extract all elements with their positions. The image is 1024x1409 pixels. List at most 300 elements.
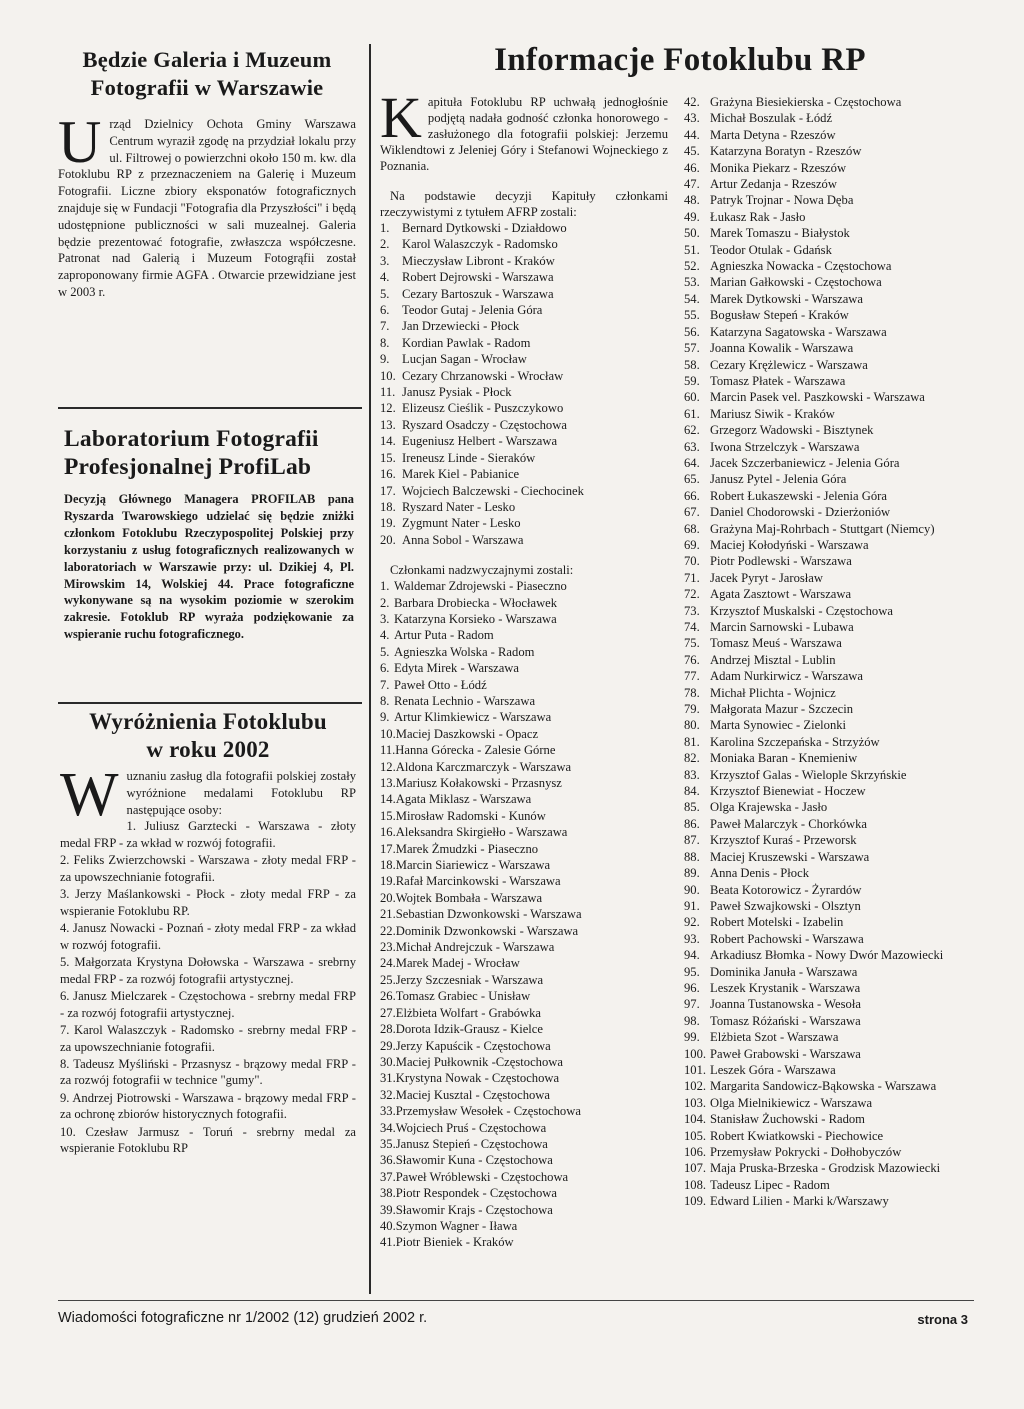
- member-name: Jerzy Kapuścik - Częstochowa: [395, 1038, 551, 1053]
- member-number: 4.: [380, 628, 390, 643]
- member-name: Karolina Szczepańska - Strzyżów: [710, 734, 880, 749]
- member-number: 101.: [684, 1062, 707, 1077]
- member-item: [684, 192, 974, 208]
- member-number: 6.: [380, 661, 390, 676]
- member-number: 10.: [380, 726, 396, 741]
- member-item: [380, 644, 668, 660]
- member-number: 29.: [380, 1038, 396, 1053]
- article-text: rząd Dzielnicy Ochota Gminy Warszawa Centrum wyraził zgodę na przydział lokalu przy ul. Filtrowej o powierzchni około 150 m. kw. dla Fotoklubu RP z przeznaczeniem na Galerię i Muzeum Fotografii. Liczne zbiory eksponatów fotograficznych znajduje się w Fundacji "Fotografia dla Przyszłości" i będą udostępnione publiczności w sali muzealnej. Galeria będzie prezentować fotografie, zwłaszcza współczesne. Patronat nad Galerią i Muzeum Fotogrąfii został zaproponowany firmie AGFA . Otwarcie przewidziane jest w 2003 r.: [58, 117, 356, 299]
- member-name: Elizeusz Cieślik - Puszczykowo: [402, 401, 564, 416]
- member-item: [684, 1062, 974, 1078]
- member-name: Artur Zedanja - Rzeszów: [710, 177, 837, 192]
- member-name: Iwona Strzelczyk - Warszawa: [710, 439, 860, 454]
- member-item: [684, 471, 974, 487]
- member-item: [684, 143, 974, 159]
- member-name: Paweł Wróblewski - Częstochowa: [395, 1169, 569, 1184]
- member-item: [380, 824, 668, 840]
- member-number: 96.: [684, 980, 700, 995]
- member-number: 94.: [684, 948, 700, 963]
- member-item: [380, 253, 668, 269]
- member-item: [684, 307, 974, 323]
- member-item: [684, 176, 974, 192]
- member-number: 79.: [684, 702, 700, 717]
- member-item: [380, 873, 668, 889]
- member-number: 25.: [380, 972, 396, 987]
- member-item: [380, 611, 668, 627]
- member-name: Michał Andrejczuk - Warszawa: [395, 940, 555, 955]
- member-name: Agnieszka Wolska - Radom: [394, 644, 535, 659]
- member-number: 57.: [684, 341, 700, 356]
- member-name: Cezary Bartoszuk - Warszawa: [402, 286, 554, 301]
- member-number: 13.: [380, 776, 396, 790]
- member-number: 31.: [380, 1071, 396, 1086]
- member-name: Krzysztof Muskalski - Częstochowa: [710, 603, 893, 618]
- member-number: 37.: [380, 1169, 396, 1184]
- member-item: [684, 521, 974, 537]
- member-number: 11.: [380, 385, 396, 400]
- member-item: [380, 906, 668, 922]
- member-name: Teodor Otulak - Gdańsk: [710, 242, 832, 257]
- member-name: Dominika Januła - Warszawa: [710, 964, 858, 979]
- member-number: 55.: [684, 308, 700, 323]
- member-number: 17.: [380, 841, 396, 856]
- member-item: [380, 368, 668, 384]
- member-item: [684, 1193, 974, 1209]
- member-item: [684, 931, 974, 947]
- member-number: 102.: [684, 1079, 707, 1094]
- member-number: 38.: [380, 1186, 396, 1201]
- member-name: Tomasz Płatek - Warszawa: [710, 373, 846, 388]
- member-number: 41.: [380, 1235, 396, 1250]
- member-name: Zygmunt Nater - Lesko: [402, 516, 521, 531]
- member-item: [684, 291, 974, 307]
- member-item: [380, 742, 668, 758]
- member-name: Wojtek Bombała - Warszawa: [395, 890, 543, 905]
- member-name: Grzegorz Wadowski - Bisztynek: [710, 423, 874, 438]
- member-item: [380, 1136, 668, 1152]
- member-name: Jacek Pyryt - Jarosław: [710, 570, 823, 585]
- member-item: [684, 357, 974, 373]
- member-number: 16.: [380, 825, 396, 840]
- member-name: Bernard Dytkowski - Działdowo: [402, 221, 567, 235]
- member-name: Grażyna Biesiekierska - Częstochowa: [710, 95, 902, 109]
- member-name: Joanna Tustanowska - Wesoła: [710, 997, 861, 1012]
- member-number: 21.: [380, 907, 396, 922]
- member-name: Aldona Karczmarczyk - Warszawa: [395, 759, 572, 774]
- member-number: 30.: [380, 1054, 396, 1069]
- member-name: Janusz Stepień - Częstochowa: [395, 1136, 548, 1151]
- member-item: [684, 767, 974, 783]
- member-number: 95.: [684, 964, 700, 979]
- member-name: Waldemar Zdrojewski - Piaseczno: [394, 579, 567, 594]
- member-number: 15.: [380, 808, 396, 823]
- member-name: Maja Pruska-Brzeska - Grodzisk Mazowiecki: [710, 1161, 941, 1176]
- member-number: 9.: [380, 710, 390, 725]
- section-divider: [58, 702, 362, 704]
- member-item: [380, 384, 668, 400]
- regular-members-list: [380, 220, 668, 548]
- member-name: Patryk Trojnar - Nowa Dęba: [710, 193, 854, 208]
- award-item: 9. Andrzej Piotrowski - Warszawa - brązowy medal FRP - za ochronę zbiorów historycznych fotografii.: [60, 1090, 356, 1122]
- award-item: 10. Czesław Jarmusz - Toruń - srebrny medal za wspieranie Fotoklubu RP: [60, 1124, 356, 1156]
- member-item: [380, 726, 668, 742]
- member-name: Marcin Pasek vel. Paszkowski - Warszawa: [710, 390, 925, 405]
- member-item: [684, 439, 974, 455]
- title-line-1: Wyróżnienia Fotoklubu: [89, 709, 327, 734]
- member-number: 47.: [684, 177, 700, 192]
- member-name: Krzysztof Kuraś - Przeworsk: [710, 833, 857, 848]
- member-number: 75.: [684, 636, 700, 651]
- member-number: 68.: [684, 521, 700, 536]
- member-item: [684, 504, 974, 520]
- member-number: 8.: [380, 335, 390, 350]
- member-name: Mariusz Kołakowski - Przasnysz: [395, 776, 562, 790]
- member-name: Robert Motelski - Izabelin: [710, 915, 844, 930]
- member-item: [380, 595, 668, 611]
- member-number: 40.: [380, 1218, 396, 1233]
- member-name: Ireneusz Linde - Sieraków: [402, 450, 536, 465]
- member-name: Cezary Krężlewicz - Warszawa: [710, 357, 868, 372]
- award-item: 2. Feliks Zwierzchowski - Warszawa - złoty medal FRP - za upowszechnianie fotografii.: [60, 853, 356, 884]
- member-name: Beata Kotorowicz - Żyrardów: [710, 882, 862, 897]
- members-column-left: [380, 85, 668, 1251]
- member-number: 43.: [684, 111, 700, 126]
- member-number: 109.: [684, 1194, 707, 1209]
- member-name: Krystyna Nowak - Częstochowa: [395, 1071, 560, 1086]
- member-name: Jan Drzewiecki - Płock: [402, 319, 520, 334]
- extraordinary-members-list: [380, 578, 668, 1251]
- member-number: 106.: [684, 1145, 707, 1159]
- member-number: 36.: [380, 1153, 396, 1168]
- member-number: 90.: [684, 882, 700, 897]
- member-item: [380, 1103, 668, 1119]
- member-number: 18.: [380, 499, 396, 514]
- member-item: [684, 947, 974, 963]
- member-name: Robert Kwiatkowski - Piechowice: [710, 1128, 884, 1143]
- member-item: [684, 668, 974, 684]
- member-name: Dorota Idzik-Grausz - Kielce: [395, 1022, 543, 1037]
- award-item: 5. Małgorzata Krystyna Dołowska - Warszawa - srebrny medal FRP - za rozwój fotografii artystycznej.: [60, 955, 356, 986]
- member-item: [684, 882, 974, 898]
- member-number: 86.: [684, 816, 700, 831]
- member-name: Daniel Chodorowski - Dzierżoniów: [710, 505, 891, 520]
- member-number: 99.: [684, 1030, 700, 1045]
- member-number: 53.: [684, 275, 700, 290]
- member-number: 88.: [684, 849, 700, 864]
- award-item: 1. Juliusz Garztecki - Warszawa - złoty medal FRP - za wkład w rozwój fotografii.: [60, 819, 356, 851]
- member-item: [684, 1160, 974, 1176]
- member-number: 52.: [684, 259, 700, 274]
- member-name: Barbara Drobiecka - Włocławek: [394, 595, 558, 610]
- member-item: [380, 955, 668, 971]
- member-name: Margarita Sandowicz-Bąkowska - Warszawa: [710, 1079, 937, 1094]
- drop-cap: U: [58, 109, 102, 175]
- honorary-members-intro: [380, 85, 668, 174]
- member-number: 76.: [684, 652, 700, 667]
- member-name: Marian Gałkowski - Częstochowa: [710, 275, 882, 290]
- member-name: Tomasz Grabiec - Unisław: [395, 989, 531, 1004]
- member-item: [380, 1021, 668, 1037]
- member-number: 89.: [684, 866, 700, 881]
- page-title: Informacje Fotoklubu RP: [494, 42, 866, 78]
- extraordinary-members-heading: Członkami nadzwyczajnymi zostali:: [390, 563, 574, 578]
- member-item: [380, 532, 668, 548]
- member-item: [380, 857, 668, 873]
- member-number: 13.: [380, 417, 396, 432]
- member-number: 59.: [684, 373, 700, 388]
- member-item: [380, 709, 668, 725]
- member-item: [380, 1005, 668, 1021]
- member-item: [380, 1054, 668, 1070]
- member-item: [684, 1111, 974, 1127]
- member-item: [684, 373, 974, 389]
- member-item: [684, 832, 974, 848]
- member-item: [684, 242, 974, 258]
- member-name: Maciej Pułkownik -Częstochowa: [395, 1054, 563, 1069]
- member-name: Agnieszka Nowacka - Częstochowa: [710, 259, 892, 274]
- member-number: 73.: [684, 603, 700, 618]
- member-name: Sławomir Kuna - Częstochowa: [395, 1153, 553, 1168]
- member-item: [380, 335, 668, 351]
- member-number: 27.: [380, 1005, 396, 1020]
- member-item: [684, 685, 974, 701]
- member-item: [380, 417, 668, 433]
- member-item: [380, 627, 668, 643]
- member-name: Monika Piekarz - Rzeszów: [710, 160, 847, 175]
- member-name: Mirosław Radomski - Kunów: [395, 808, 546, 823]
- member-number: 46.: [684, 160, 700, 175]
- member-item: [684, 406, 974, 422]
- member-item: [684, 964, 974, 980]
- member-item: [380, 775, 668, 791]
- member-number: 7.: [380, 677, 390, 692]
- member-number: 3.: [380, 253, 390, 268]
- member-name: Bogusław Stepeń - Kraków: [710, 308, 849, 323]
- member-number: 66.: [684, 488, 700, 503]
- member-name: Piotr Podlewski - Warszawa: [710, 554, 852, 569]
- member-item: [684, 274, 974, 290]
- member-name: Karol Walaszczyk - Radomsko: [402, 237, 558, 252]
- member-number: 11.: [380, 743, 396, 758]
- member-item: [684, 455, 974, 471]
- member-name: Artur Klimkiewicz - Warszawa: [394, 710, 552, 725]
- member-name: Hanna Górecka - Zalesie Górne: [395, 743, 556, 758]
- member-item: [380, 923, 668, 939]
- title-line-1: Laboratorium Fotografii: [64, 426, 319, 452]
- member-item: [380, 515, 668, 531]
- member-item: [684, 717, 974, 733]
- award-item: 4. Janusz Nowacki - Poznań - złoty medal FRP - za wkład w rozwój fotografii.: [60, 921, 356, 952]
- member-item: [380, 466, 668, 482]
- title-line-2: Fotografii w Warszawie: [90, 75, 324, 100]
- page-number: strona 3: [917, 1312, 968, 1327]
- member-number: 14.: [380, 792, 396, 807]
- member-name: Robert Pachowski - Warszawa: [710, 931, 864, 946]
- member-item: [380, 400, 668, 416]
- award-item: 7. Karol Walaszczyk - Radomsko - srebrny medal FRP - za upowszechnianie fotografii.: [60, 1022, 356, 1054]
- member-number: 28.: [380, 1022, 396, 1037]
- member-item: [684, 996, 974, 1012]
- member-name: Aleksandra Skirgiełło - Warszawa: [395, 825, 568, 840]
- member-item: [684, 734, 974, 750]
- member-name: Maciej Daszkowski - Opacz: [395, 726, 539, 741]
- member-item: [380, 499, 668, 515]
- member-number: 26.: [380, 989, 396, 1004]
- member-item: [684, 324, 974, 340]
- member-number: 67.: [684, 505, 700, 520]
- title-line-1: Będzie Galeria i Muzeum: [82, 47, 332, 72]
- member-name: Andrzej Misztal - Lublin: [710, 652, 836, 667]
- member-number: 19.: [380, 874, 396, 889]
- member-item: [380, 236, 668, 252]
- member-item: [684, 586, 974, 602]
- member-number: 32.: [380, 1087, 396, 1102]
- member-item: [684, 1046, 974, 1062]
- awards-intro: [60, 761, 356, 829]
- member-item: [684, 422, 974, 438]
- member-item: [684, 1177, 974, 1193]
- member-number: 15.: [380, 450, 396, 465]
- member-number: 34.: [380, 1120, 396, 1135]
- member-name: Kordian Pawlak - Radom: [402, 335, 531, 350]
- member-name: Katarzyna Sagatowska - Warszawa: [710, 324, 887, 339]
- member-item: [684, 914, 974, 930]
- member-item: [684, 488, 974, 504]
- member-name: Paweł Malarczyk - Chorkówka: [710, 816, 868, 831]
- member-item: [684, 127, 974, 143]
- article-body: Decyzją Głównego Managera PROFILAB pana Ryszarda Twarowskiego udzielać się będzie zniżki członkom Fotoklubu Rzeczypospolitej Polskiej przy korzystaniu z usług fotograficznych realizowanych w laboratoriach w Warszawie przy: ul. Dzikiej 4, Pl. Mirowskim 14, Wolskiej 44. Prace fotograficzne wykonywane są na wysokim poziomie w szerokim zakresie. Fotoklub RP wyraża podziękowanie za wspieranie ruchu fotograficznego.: [64, 492, 354, 642]
- member-name: Wojciech Balczewski - Ciechocinek: [402, 483, 584, 498]
- member-item: [684, 849, 974, 865]
- member-item: [684, 1128, 974, 1144]
- member-item: [380, 220, 668, 236]
- members-column-right: [684, 94, 974, 1210]
- member-number: 92.: [684, 915, 700, 930]
- member-item: [684, 603, 974, 619]
- member-item: [380, 433, 668, 449]
- member-number: 23.: [380, 940, 396, 955]
- member-item: [380, 286, 668, 302]
- publication-info: Wiadomości fotograficzne nr 1/2002 (12) grudzień 2002 r.: [58, 1310, 428, 1326]
- member-name: Paweł Szwajkowski - Olsztyn: [710, 898, 861, 913]
- member-number: 14.: [380, 434, 396, 449]
- member-name: Sebastian Dzwonkowski - Warszawa: [395, 907, 582, 922]
- member-number: 78.: [684, 685, 700, 700]
- member-item: [380, 1152, 668, 1168]
- member-number: 16.: [380, 467, 396, 482]
- honorary-members-text: apituła Fotoklubu RP uchwałą jednogłośnie podjętą nadała godność członka honorowego - zasłużonego dla fotografii polskiej: Jerzemu Wiklendtowi z Jeleniej Góry i Stefanowi Wojneckiego z Poznania.: [380, 95, 668, 173]
- member-name: Krzysztof Galas - Wielople Skrzyńskie: [710, 767, 907, 782]
- member-number: 7.: [380, 319, 390, 334]
- member-item: [380, 483, 668, 499]
- member-name: Marek Madej - Wrocław: [395, 956, 520, 971]
- member-number: 83.: [684, 767, 700, 782]
- member-number: 9.: [380, 352, 390, 367]
- member-name: Eugeniusz Helbert - Warszawa: [402, 434, 558, 449]
- member-number: 20.: [380, 890, 396, 905]
- member-name: Edyta Mirek - Warszawa: [394, 661, 519, 676]
- member-name: Elżbieta Wolfart - Grabówka: [395, 1005, 542, 1020]
- member-name: Agata Zasztowt - Warszawa: [710, 587, 852, 602]
- member-name: Michał Plichta - Wojnicz: [710, 685, 836, 700]
- member-item: [380, 1169, 668, 1185]
- member-item: [684, 570, 974, 586]
- member-name: Renata Lechnio - Warszawa: [394, 693, 536, 708]
- member-name: Katarzyna Boratyn - Rzeszów: [710, 144, 862, 159]
- article-body: [58, 109, 356, 301]
- member-name: Maciej Kruszewski - Warszawa: [710, 849, 870, 864]
- member-item: [380, 578, 668, 594]
- member-number: 48.: [684, 193, 700, 208]
- member-item: [684, 1078, 974, 1094]
- member-item: [380, 1038, 668, 1054]
- member-item: [684, 110, 974, 126]
- extraordinary-members-list-continued: [684, 94, 974, 1210]
- member-item: [380, 841, 668, 857]
- member-name: Edward Lilien - Marki k/Warszawy: [710, 1194, 889, 1209]
- member-item: [684, 865, 974, 881]
- member-number: 77.: [684, 669, 700, 684]
- member-name: Leszek Krystanik - Warszawa: [710, 980, 861, 995]
- member-item: [684, 1029, 974, 1045]
- member-item: [684, 816, 974, 832]
- member-number: 50.: [684, 226, 700, 241]
- member-name: Marek Tomaszu - Białystok: [710, 226, 850, 241]
- award-item: 8. Tadeusz Myśliński - Przasnysz - brązowy medal FRP - za rozwój fotografii w technice "gumy".: [60, 1056, 356, 1088]
- member-item: [380, 1087, 668, 1103]
- member-name: Marta Detyna - Rzeszów: [710, 127, 836, 142]
- member-item: [684, 225, 974, 241]
- member-item: [684, 635, 974, 651]
- member-item: [684, 258, 974, 274]
- member-item: [380, 1234, 668, 1250]
- member-number: 6.: [380, 303, 390, 318]
- member-item: [684, 553, 974, 569]
- member-name: Przemysław Pokrycki - Dołhobyczów: [710, 1145, 902, 1159]
- member-item: [684, 94, 974, 110]
- award-item: 6. Janusz Mielczarek - Częstochowa - srebrny medal FRP - za rozwój fotografii artystycznej.: [60, 988, 356, 1020]
- article-profilab: [64, 403, 354, 643]
- member-item: [380, 1185, 668, 1201]
- member-name: Stanisław Żuchowski - Radom: [710, 1112, 865, 1127]
- member-number: 85.: [684, 800, 700, 815]
- member-name: Tomasz Meuś - Warszawa: [710, 636, 842, 651]
- member-name: Przemysław Wesołek - Częstochowa: [395, 1104, 581, 1119]
- member-name: Olga Krajewska - Jasło: [710, 800, 828, 815]
- member-number: 64.: [684, 455, 700, 470]
- member-item: [684, 898, 974, 914]
- member-item: [380, 1218, 668, 1234]
- awards-intro-text: uznaniu zasług dla fotografii polskiej zostały wyróżnione medalami Fotoklubu RP następujące osoby:: [126, 769, 356, 817]
- member-number: 81.: [684, 734, 700, 749]
- member-number: 19.: [380, 516, 396, 531]
- member-name: Maciej Kusztal - Częstochowa: [395, 1087, 550, 1102]
- member-number: 104.: [684, 1112, 707, 1127]
- member-item: [684, 701, 974, 717]
- member-name: Lucjan Sagan - Wrocław: [402, 352, 527, 367]
- member-number: 91.: [684, 898, 700, 913]
- member-name: Dominik Dzwonkowski - Warszawa: [395, 923, 579, 938]
- member-name: Paweł Grabowski - Warszawa: [710, 1046, 861, 1061]
- article-awards: [60, 708, 356, 1157]
- member-name: Adam Nurkirwicz - Warszawa: [710, 669, 863, 684]
- title-line-2: Profesjonalnej ProfiLab: [64, 454, 312, 480]
- member-number: 97.: [684, 997, 700, 1012]
- member-number: 5.: [380, 644, 390, 659]
- member-number: 108.: [684, 1177, 707, 1192]
- member-name: Robert Dejrowski - Warszawa: [402, 270, 554, 285]
- member-name: Sławomir Krajs - Częstochowa: [395, 1202, 553, 1217]
